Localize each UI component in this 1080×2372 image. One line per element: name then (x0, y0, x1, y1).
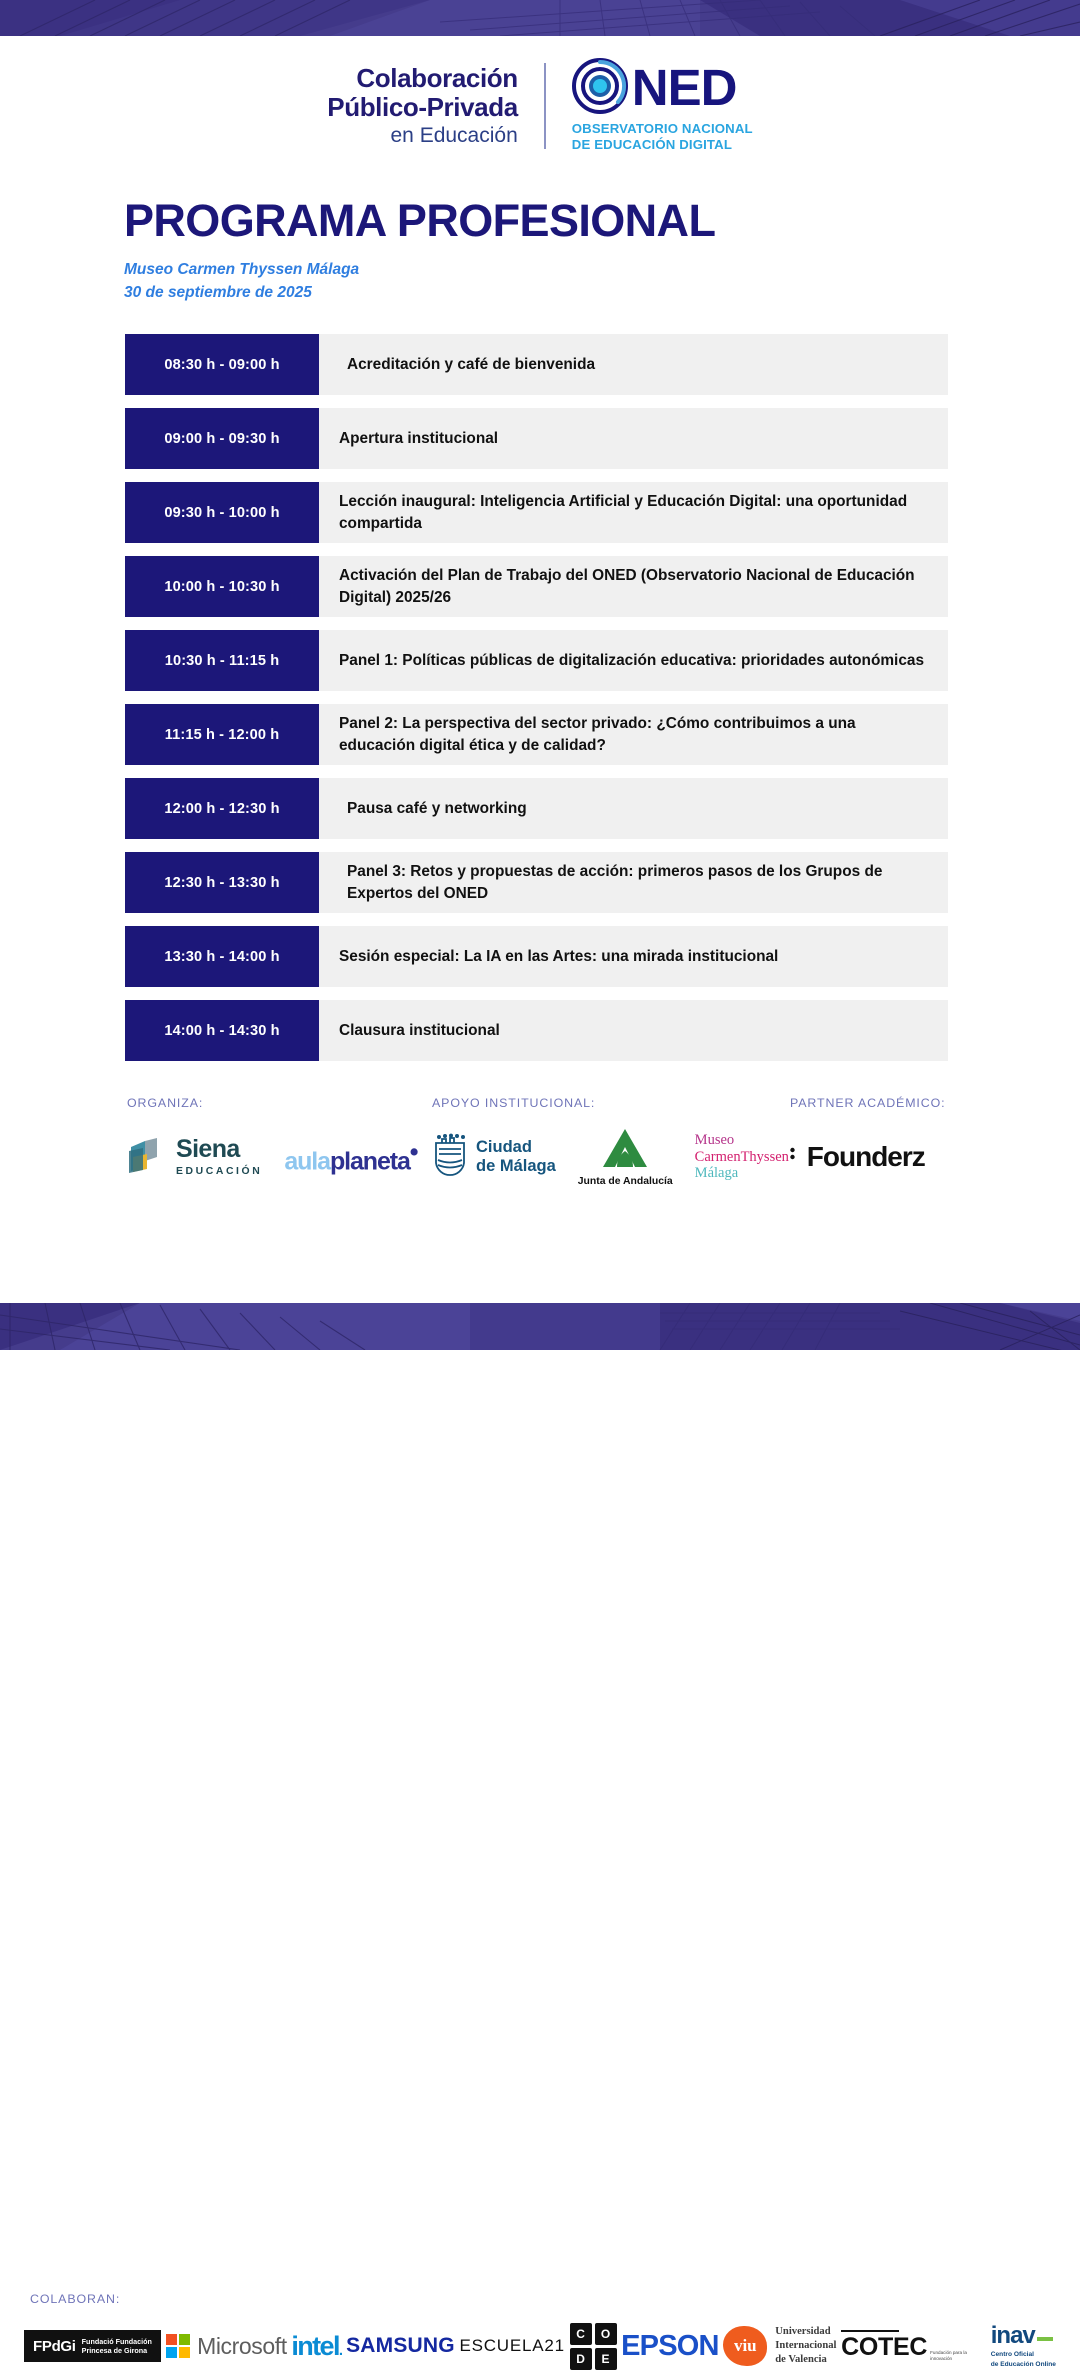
cotec-tagline: Fundación para la innovación (930, 2350, 967, 2362)
page-title: PROGRAMA PROFESIONAL (124, 195, 716, 246)
schedule-description: Panel 3: Retos y propuestas de acción: primeros pasos de los Grupos de Expertos del ONED (347, 862, 883, 902)
oned-target-icon (572, 58, 628, 119)
apoyo-label: APOYO INSTITUCIONAL: (432, 1096, 596, 1110)
schedule-time: 14:00 h - 14:30 h (125, 1000, 319, 1061)
schedule-time: 12:30 h - 13:30 h (125, 852, 319, 913)
thyssen-line-3: Málaga (694, 1165, 739, 1182)
code-letter-tile: D (570, 2348, 592, 2370)
schedule-row (125, 1000, 948, 1061)
cpp-line-3: en Educación (390, 123, 518, 147)
cpp-line-1: Colaboración (356, 62, 518, 93)
cpp-line-2: Público-Privada (327, 91, 518, 122)
thyssen-line-1: Museo (694, 1132, 735, 1149)
ciudad-line-2: de Málaga (476, 1157, 556, 1175)
logo-divider (544, 63, 546, 149)
intel-dot: . (338, 2341, 342, 2359)
title-block (124, 195, 716, 304)
siena-educacion-logo (127, 1135, 262, 1180)
inav-dash-icon (1037, 2337, 1053, 2341)
organiza-label: ORGANIZA: (127, 1096, 204, 1110)
event-venue: Museo Carmen Thyssen Málaga (124, 260, 360, 278)
microsoft-squares-icon (166, 2334, 191, 2359)
fpdgi-sub-line-1: Fundació Fundación (81, 2337, 152, 2346)
junta-label: Junta de Andalucía (577, 1176, 673, 1187)
fpdgi-logo (24, 2330, 161, 2362)
code-org-logo (570, 2323, 617, 2370)
top-decorative-banner (0, 0, 1080, 36)
schedule-time: 09:30 h - 10:00 h (125, 482, 319, 543)
schedule-row (125, 630, 948, 691)
code-letter-tile: O (595, 2323, 617, 2345)
code-letter-tile: E (595, 2348, 617, 2370)
aulaplaneta-dot: • (409, 1137, 418, 1166)
aulaplaneta-aula: aula (284, 1147, 330, 1176)
partner-academico-column (790, 1096, 955, 1186)
oned-logo (572, 58, 753, 153)
microsoft-wordmark: Microsoft (197, 2332, 287, 2359)
founderz-logo (790, 1141, 925, 1173)
schedule-row (125, 926, 948, 987)
inav-sub-line-2: de Educación Online (990, 2360, 1056, 2368)
schedule-description: Pausa café y networking (347, 799, 527, 817)
oned-subtitle-line-2: DE EDUCACIÓN DIGITAL (571, 137, 733, 153)
thyssen-line-2: CarmenThyssen (694, 1148, 789, 1165)
viu-logo (723, 2325, 836, 2366)
intel-logo (291, 2331, 341, 2362)
schedule-row (125, 778, 948, 839)
schedule-time: 09:00 h - 09:30 h (125, 408, 319, 469)
schedule-description: Lección inaugural: Inteligencia Artificial y Educación Digital: una oportunidad compartida (339, 492, 908, 532)
colaboracion-publico-privada-logo (327, 64, 518, 148)
schedule-description: Clausura institucional (339, 1021, 500, 1039)
schedule-description: Panel 1: Políticas públicas de digitalización educativa: prioridades autonómicas (339, 651, 925, 669)
inav-logo (991, 2323, 1056, 2369)
viu-line-3: de Valencia (775, 2353, 827, 2365)
schedule-time: 10:30 h - 11:15 h (125, 630, 319, 691)
siena-book-icon (127, 1135, 169, 1180)
schedule-time: 10:00 h - 10:30 h (125, 556, 319, 617)
schedule-description: Panel 2: La perspectiva del sector privado: ¿Cómo contribuimos a una educación digital ética y de calidad? (339, 714, 856, 754)
inav-wordmark: inav (990, 2322, 1035, 2350)
header-logo-lockup (0, 58, 1080, 153)
intel-wordmark: intel (291, 2330, 339, 2361)
museo-carmen-thyssen-logo (695, 1132, 789, 1182)
schedule-time: 12:00 h - 12:30 h (125, 778, 319, 839)
bottom-decorative-banner (0, 1303, 1080, 1350)
founderz-dots-icon (790, 1141, 807, 1172)
oned-subtitle-line-1: OBSERVATORIO NACIONAL (571, 121, 753, 136)
schedule-description: Activación del Plan de Trabajo del ONED (Observatorio Nacional de Educación Digital) 2025/26 (339, 566, 915, 606)
siena-name: Siena (176, 1134, 240, 1163)
samsung-logo: SAMSUNG (346, 2334, 455, 2357)
ciudad-line-1: Ciudad (476, 1138, 532, 1157)
schedule-description: Apertura institucional (339, 429, 499, 447)
schedule-row (125, 334, 948, 395)
partner-label: PARTNER ACADÉMICO: (790, 1096, 946, 1110)
apoyo-institucional-column (432, 1096, 790, 1186)
schedule-time: 13:30 h - 14:00 h (125, 926, 319, 987)
junta-de-andalucia-logo (578, 1127, 673, 1187)
viu-line-1: Universidad (775, 2326, 831, 2338)
viu-line-2: Internacional (775, 2340, 837, 2352)
schedule-list (125, 334, 948, 1074)
colaboran-section (0, 2292, 1080, 2372)
schedule-time: 11:15 h - 12:00 h (125, 704, 319, 765)
schedule-description: Sesión especial: La IA en las Artes: una mirada institucional (339, 947, 779, 965)
fpdgi-wordmark: FPdGi (33, 2337, 76, 2355)
cotec-wordmark: COTEC (841, 2333, 928, 2361)
code-letter-tile: C (570, 2323, 592, 2345)
siena-subtitle: EDUCACIÓN (176, 1165, 263, 1177)
cotec-overbar (841, 2330, 899, 2332)
schedule-description: Acreditación y café de bienvenida (347, 355, 596, 373)
organiza-column (127, 1096, 432, 1186)
epson-logo: EPSON (621, 2329, 719, 2362)
escuela21-logo: ESCUELA21 (459, 2336, 565, 2355)
event-subtitle (124, 258, 715, 305)
schedule-row (125, 408, 948, 469)
cotec-logo (841, 2330, 986, 2362)
event-date: 30 de septiembre de 2025 (124, 284, 312, 302)
schedule-row (125, 556, 948, 617)
malaga-crest-icon (432, 1133, 468, 1182)
aulaplaneta-planeta: planeta (329, 1147, 410, 1176)
schedule-time: 08:30 h - 09:00 h (125, 334, 319, 395)
colaboran-label: COLABORAN: (30, 2292, 121, 2306)
ciudad-de-malaga-logo (432, 1133, 556, 1182)
oned-subtitle (572, 121, 753, 153)
schedule-row (125, 704, 948, 765)
sponsor-section (0, 1096, 1080, 2368)
aulaplaneta-logo (284, 1138, 417, 1176)
microsoft-logo (166, 2333, 287, 2360)
schedule-row (125, 852, 948, 913)
oned-wordmark: NED (631, 59, 737, 117)
inav-sub-line-1: Centro Oficial (990, 2351, 1034, 2359)
founderz-wordmark: Founderz (806, 1141, 925, 1172)
viu-blob-mark: viu (723, 2326, 767, 2366)
junta-arch-icon (599, 1127, 651, 1174)
fpdgi-sub-line-2: Princesa de Girona (81, 2346, 148, 2355)
schedule-row (125, 482, 948, 543)
